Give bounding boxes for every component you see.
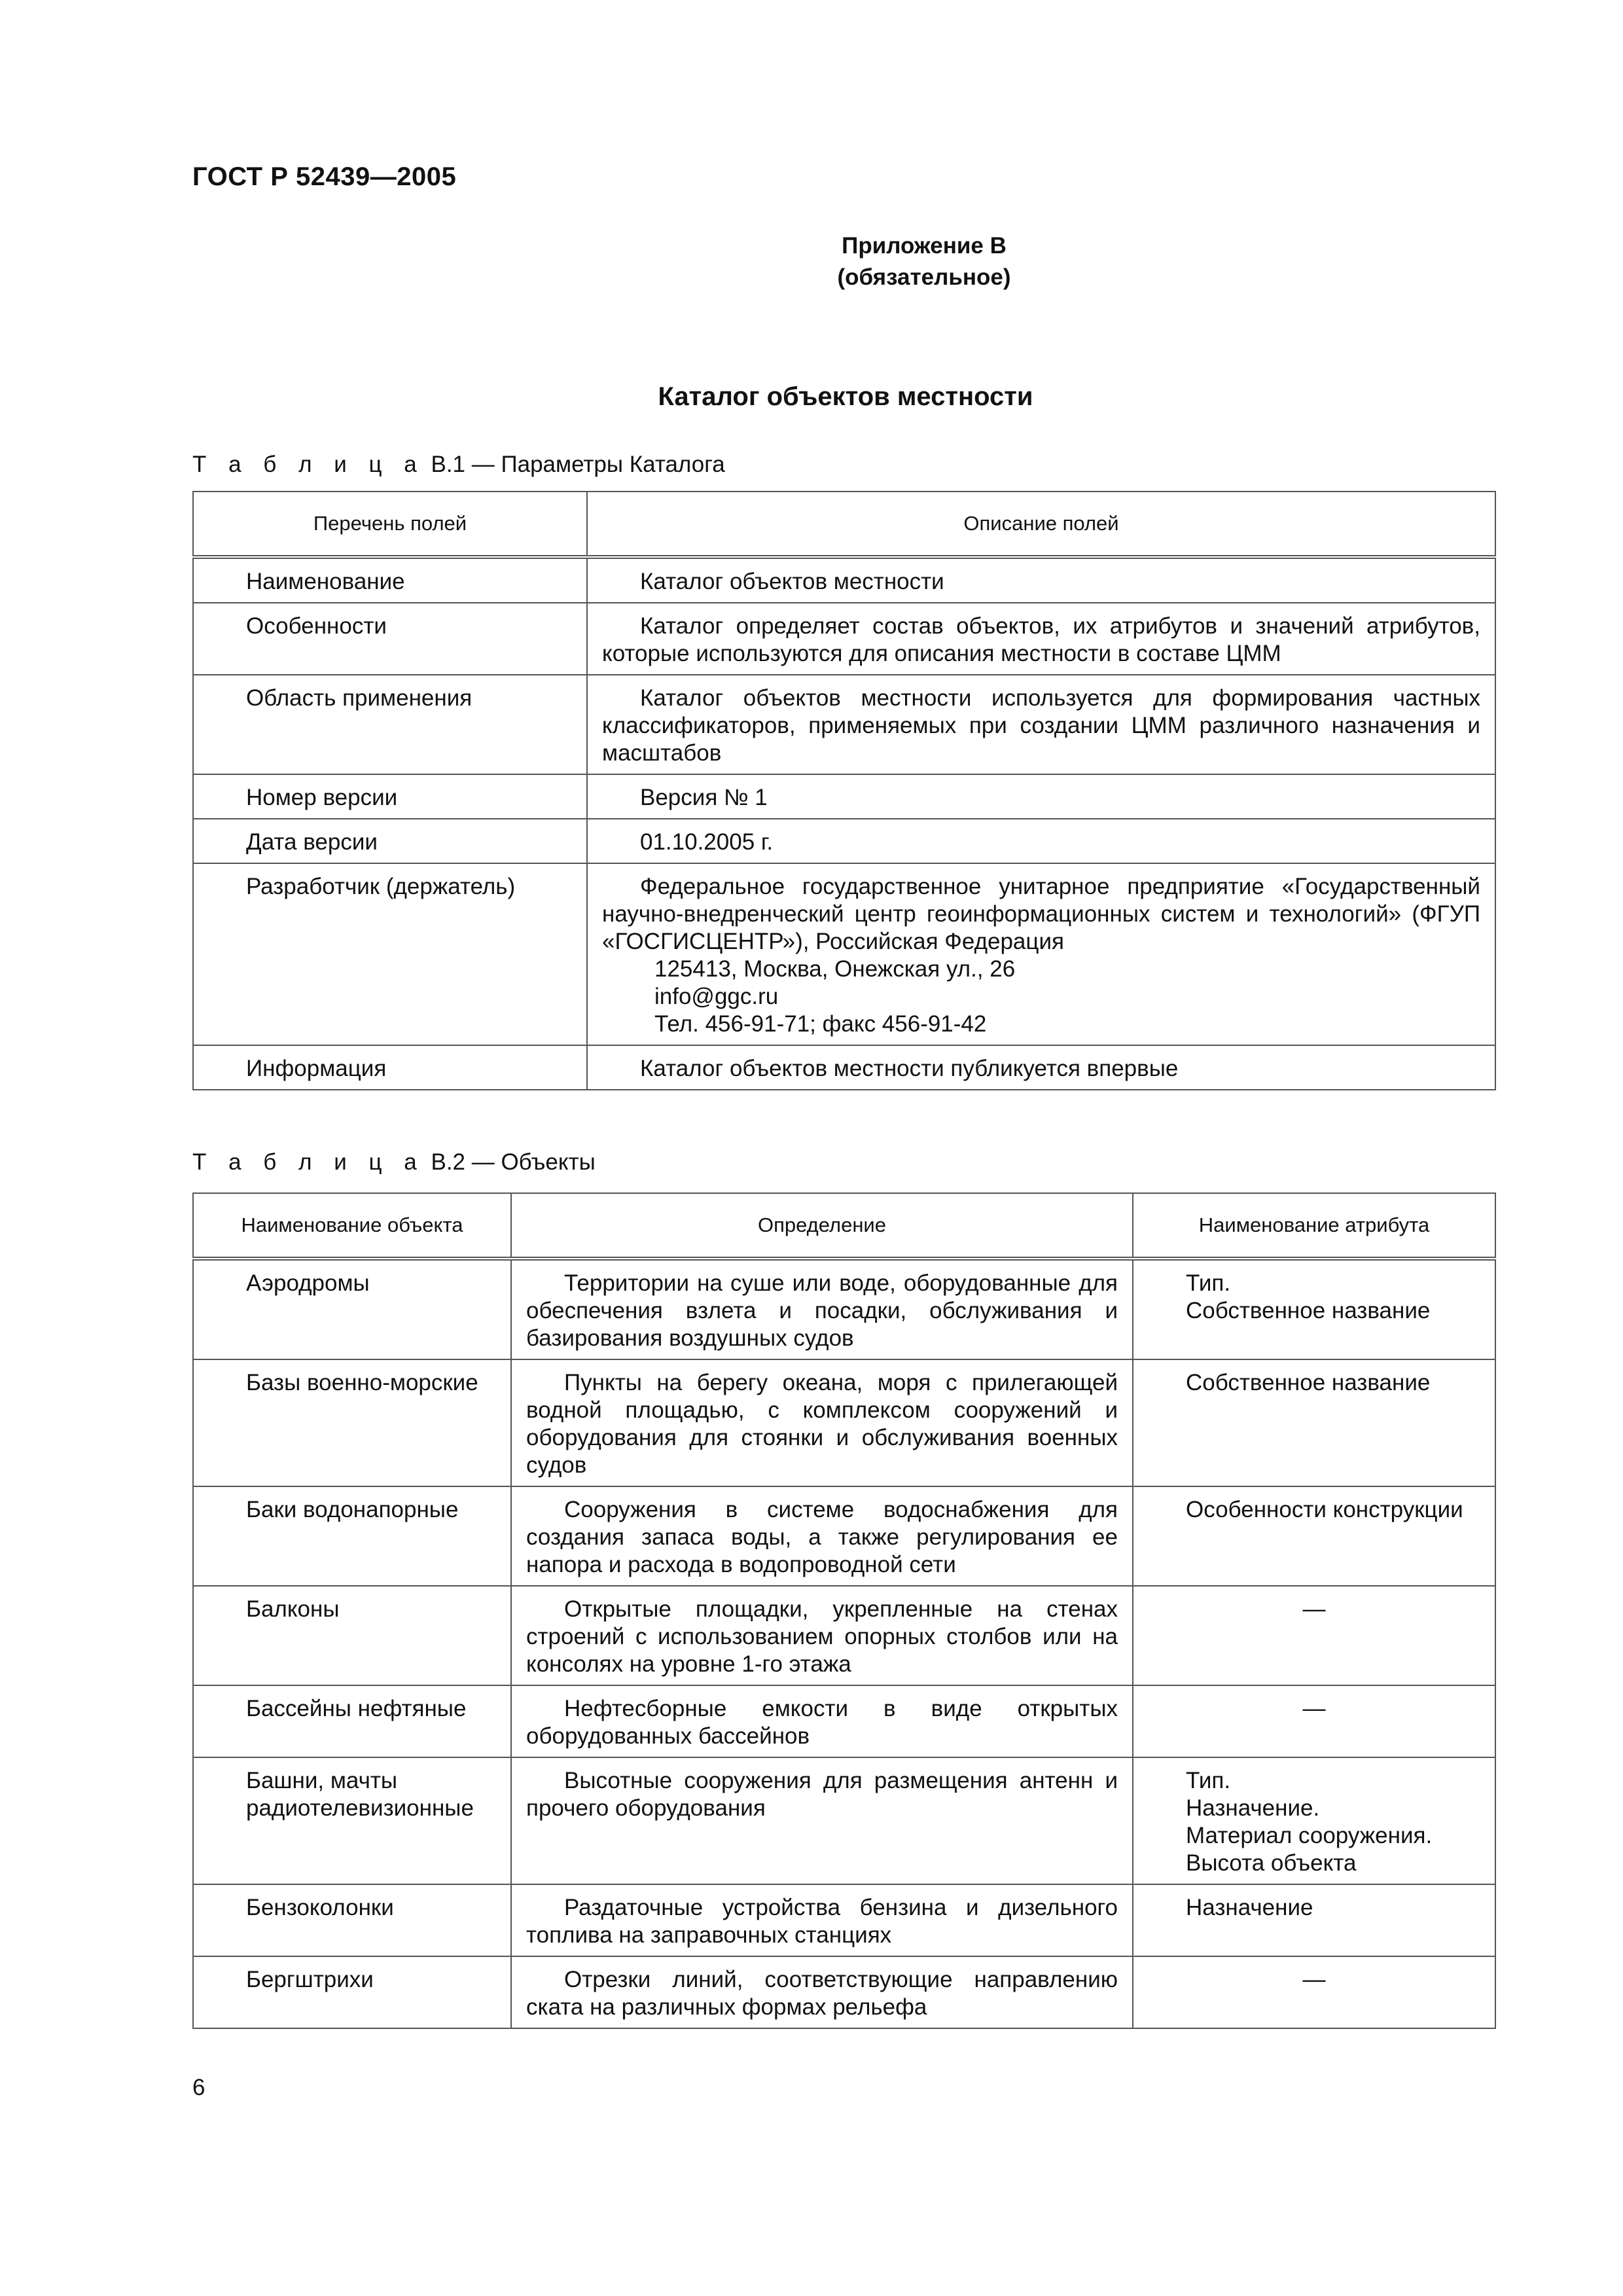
field-description-cell [587,774,1495,819]
definition-text: Высотные сооружения для размещения антенн и прочего оборудования [526,1768,1118,1821]
attribute-name: Собственное название [1186,1370,1431,1395]
table-objects [192,1193,1496,2029]
definition-cell [511,1884,1133,1956]
attribute-name: Тип. [1186,1270,1231,1296]
object-name-cell [193,1359,511,1486]
attribute-cell [1133,1757,1495,1884]
definition-cell [511,1259,1133,1359]
table1-caption-text: В.1 — Параметры Каталога [431,452,725,477]
definition-cell [511,1359,1133,1486]
attribute-name: Материал сооружения. [1186,1823,1433,1848]
table-row [193,819,1495,863]
attribute-name: Назначение. [1186,1795,1320,1821]
definition-cell [511,1486,1133,1586]
definition-text: Территории на суше или воде, оборудованные для обеспечения взлета и посадки, обслуживания и базирования воздушных судов [526,1270,1118,1351]
field-name-cell: Номер версии [193,774,587,819]
field-description-cell [587,603,1495,675]
definition-text: Сооружения в системе водоснабжения для создания запаса воды, а также регулирования ее напора и расхода в водопроводной сети [526,1497,1118,1577]
table-row [193,1757,1495,1884]
object-name: Балконы [246,1596,340,1622]
description-line: Версия № 1 [640,785,768,810]
attribute-name: — [1302,1696,1326,1721]
catalog-title: Каталог объектов местности [658,382,1033,411]
object-name: Базы военно-морские [246,1370,478,1395]
attribute-name: Высота объекта [1186,1850,1357,1876]
definition-cell [511,1685,1133,1757]
annex-title: Приложение В [842,233,1007,259]
table-header-cell: Описание полей [587,492,1495,557]
table1-caption-prefix: Т а б л и ц а [192,452,425,477]
table2-caption-text: В.2 — Объекты [431,1149,596,1175]
object-name-cell [193,1486,511,1586]
table-row [193,1045,1495,1090]
definition-cell [511,1757,1133,1884]
definition-text: Пункты на берегу океана, моря с прилегающей водной площадью, с комплексом сооружений и оборудования для стоянки и обслуживания военных судов [526,1370,1118,1478]
definition-text: Отрезки линий, соответствующие направлению ската на различных формах рельефа [526,1967,1118,2020]
table-row [193,1359,1495,1486]
attribute-name: Назначение [1186,1895,1313,1920]
attribute-name: Особенности конструкции [1186,1497,1463,1522]
field-description-cell [587,1045,1495,1090]
table2-caption [192,1149,596,1175]
field-description-cell [587,863,1495,1045]
table-header-cell: Определение [511,1193,1133,1259]
field-description-cell [587,675,1495,774]
table-row [193,1956,1495,2028]
attribute-name: — [1302,1596,1326,1622]
table-catalog-parameters [192,491,1496,1090]
object-name-cell [193,1884,511,1956]
table-row [193,1486,1495,1586]
definition-text: Раздаточные устройства бензина и дизельного топлива на заправочных станциях [526,1895,1118,1948]
definition-text: Нефтесборные емкости в виде открытых оборудованных бассейнов [526,1696,1118,1749]
definition-cell [511,1586,1133,1685]
table-row [193,603,1495,675]
description-line: Каталог объектов местности [640,569,944,594]
description-line: Каталог объектов местности публикуется впервые [640,1056,1179,1081]
attribute-cell [1133,1586,1495,1685]
description-line: Федеральное государственное унитарное предприятие «Государственный научно-внедренческий центр геоинформационных систем и технологий» (ФГУП «ГОСГИСЦЕНТР»), Российская Федерация [602,874,1480,954]
attribute-cell [1133,1884,1495,1956]
description-line: 125413, Москва, Онежская ул., 26 [654,956,1016,982]
field-description-cell [587,819,1495,863]
table-row [193,557,1495,603]
table-header-cell: Наименование объекта [193,1193,511,1259]
description-line: Тел. 456-91-71; факс 456-91-42 [654,1011,987,1037]
table-row [193,1884,1495,1956]
attribute-name: Тип. [1186,1768,1231,1793]
table-row [193,1259,1495,1359]
table-row [193,1586,1495,1685]
field-name-cell: Наименование [193,557,587,603]
table-header-row [193,1193,1495,1259]
object-name-cell [193,1956,511,2028]
field-description-cell [587,557,1495,603]
document-code: ГОСТ Р 52439—2005 [192,162,457,191]
description-line: Каталог определяет состав объектов, их атрибутов и значений атрибутов, которые используются для описания местности в составе ЦММ [602,613,1480,666]
annex-heading [0,230,1623,293]
field-name-cell: Информация [193,1045,587,1090]
attribute-name: — [1302,1967,1326,1992]
object-name: Аэродромы [246,1270,370,1296]
table2-caption-prefix: Т а б л и ц а [192,1149,425,1175]
table1-caption [192,452,725,478]
description-line: info@ggc.ru [654,984,779,1009]
table-header-cell: Наименование атрибута [1133,1193,1495,1259]
field-name-cell: Особенности [193,603,587,675]
attribute-cell [1133,1259,1495,1359]
table-row [193,675,1495,774]
page-number: 6 [192,2075,205,2100]
table-header-cell: Перечень полей [193,492,587,557]
definition-cell [511,1956,1133,2028]
annex-status: (обязательное) [837,264,1011,290]
attribute-cell [1133,1486,1495,1586]
object-name: Баки водонапорные [246,1497,459,1522]
object-name: Бассейны нефтяные [246,1696,467,1721]
description-line: Каталог объектов местности используется для формирования частных классификаторов, применяемых при создании ЦММ различного назначения и масштабов [602,685,1480,766]
attribute-cell [1133,1685,1495,1757]
field-name-cell: Дата версии [193,819,587,863]
object-name-cell [193,1586,511,1685]
object-name-cell [193,1259,511,1359]
field-name-cell: Разработчик (держатель) [193,863,587,1045]
object-name-cell [193,1685,511,1757]
attribute-name: Собственное название [1186,1298,1431,1323]
table-header-row [193,492,1495,557]
object-name: Башни, мачты радиотелевизионные [246,1768,474,1821]
field-name-cell: Область применения [193,675,587,774]
object-name: Бергштрихи [246,1967,374,1992]
table-row [193,863,1495,1045]
object-name-cell [193,1757,511,1884]
attribute-cell [1133,1359,1495,1486]
attribute-cell [1133,1956,1495,2028]
definition-text: Открытые площадки, укрепленные на стенах строений с использованием опорных столбов или на консолях на уровне 1-го этажа [526,1596,1118,1677]
catalog-title-wrap [0,382,1623,412]
description-line: 01.10.2005 г. [640,829,774,855]
object-name: Бензоколонки [246,1895,394,1920]
table-row [193,1685,1495,1757]
table-row [193,774,1495,819]
